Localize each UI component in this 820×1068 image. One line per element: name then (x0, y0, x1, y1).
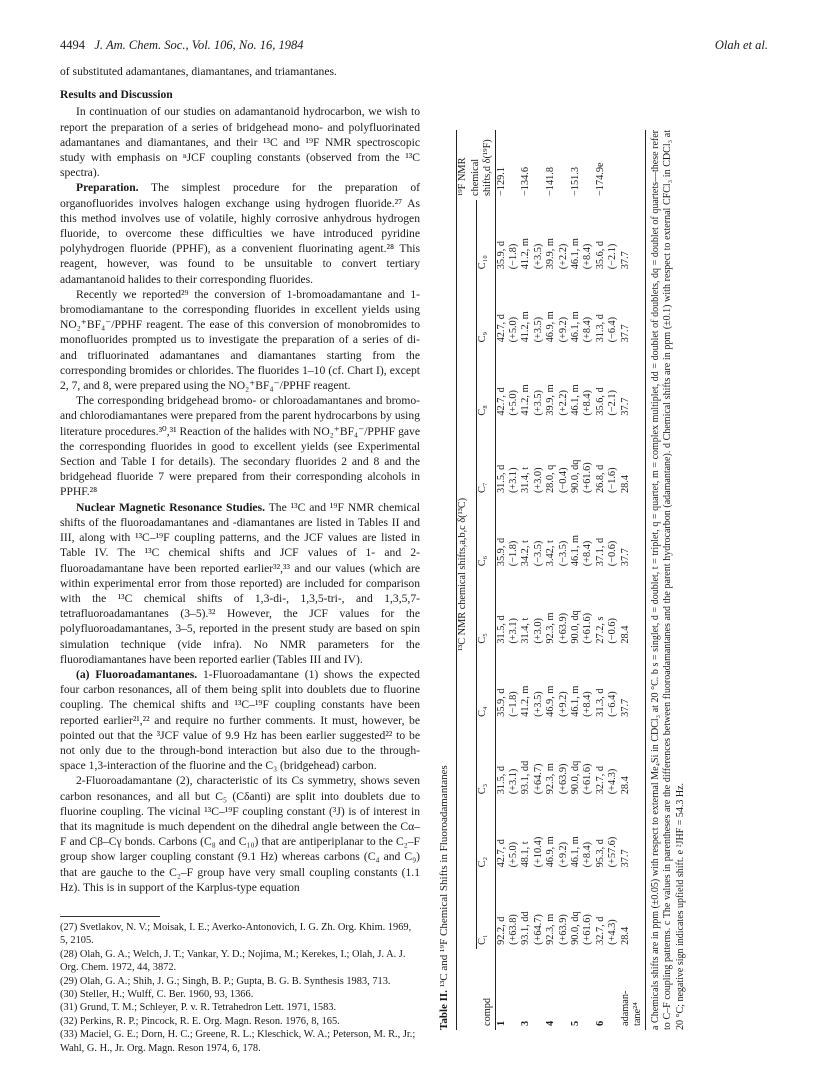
paragraph-halides: The corresponding bridgehead bromo- or chloroadamantanes and bromo- and chlorodiamantanes were prepared from the parent hydrocarbons by using literature procedures.³⁰,³¹ Reaction of the halides with NO₂⁺BF₄⁻/PPHF gave the corresponding fluorides in good to excellent yields (see Experimental Section and Table I for details). The secondary fluorides 2 and 8 and the bridgehead fluoride 7 were prepared from their corresponding alcohols in PPHF.²⁸ (60, 394, 420, 499)
shift-cell: 46.1, m (+8.4) (570, 238, 594, 270)
carbon-header-c2: C₂ (476, 798, 495, 871)
table-caption (438, 130, 450, 1030)
reference-29: (29) Olah, G. A.; Shih, J. G.; Singh, B. P.; Gupta, B. G. B. Synthesis 1983, 713. (60, 975, 391, 987)
shift-cell: 41.2, m (+3.5) (520, 238, 544, 270)
fluoroadamantanes-runin: (a) Fluoroadamantanes. (76, 667, 198, 681)
shift-cell: 42.7, d (+5.0) (495, 839, 520, 868)
shift-cell: 37.7 (620, 273, 645, 346)
table-carbon-header-row (476, 130, 495, 1030)
section-heading: Results and Discussion (60, 88, 173, 102)
reference-28: (28) Olah, G. A.; Welch, J. T.; Vankar, Y. D.; Nojima, M.; Kerekes, I.; Olah, J. A. J. Org. Chem. 1972, 44, 3872. (60, 948, 406, 974)
c13-group-header: ¹³C NMR chemical shifts,a,b,c δ(¹³C) (457, 200, 476, 949)
carbon-header-c10: C₁₀ (476, 200, 495, 273)
shift-cell: 37.7 (620, 497, 645, 570)
paragraph-intro: In continuation of our studies on adamantanoid hydrocarbon, we wish to report the preparation of a series of bridgehead mono- and polyfluorinated adamantanes and diamantanes, and their ¹³C and ¹⁹F NMR spectroscopic study with emphasis on ⁿJCF coupling constants (observed from the ¹³C spectra). (60, 105, 420, 180)
shift-cell: 37.7 (620, 648, 645, 721)
compd-cell: 6 (594, 1020, 606, 1026)
nmr-runin: Nuclear Magnetic Resonance Studies. (76, 500, 265, 514)
compd-cell: 1 (495, 1020, 507, 1026)
nmr-shift-table (456, 130, 645, 1030)
shift-cell: 37.1, d (−0.6) (594, 537, 619, 567)
shift-cell: 28.4 (620, 871, 645, 948)
table-body (495, 130, 645, 1030)
paragraph-nmr (60, 500, 420, 667)
table-row (495, 130, 520, 1030)
shift-cell: 92.3, m (+63.9) (545, 612, 569, 644)
opening-line: of substituted adamantanes, diamantanes, and triamantanes. (60, 65, 337, 78)
f19-shift-cell (620, 130, 645, 200)
shift-cell: 37.7 (620, 200, 645, 273)
f19-shift-cell: −151.3 (570, 167, 582, 196)
shift-cell: 46.1, m (+8.4) (570, 535, 594, 567)
carbon-header-c6: C₆ (476, 497, 495, 570)
references (60, 916, 420, 1055)
shift-cell: 90.0, dq (+61.6) (570, 459, 594, 494)
shift-cell: 42.7, d (+5.0) (495, 387, 520, 416)
shift-cell: 92.3, m (+63.9) (545, 763, 569, 795)
reference-32: (32) Perkins, R. P.; Pincock, R. E. Org. Magn. Reson. 1976, 8, 165. (60, 1015, 340, 1027)
shift-cell: 46.9, m (+9.2) (545, 311, 569, 343)
shift-cell: 41.2, m (+3.5) (520, 384, 544, 416)
shift-cell: 31.3, d (−6.4) (594, 688, 619, 717)
journal-citation: J. Am. Chem. Soc., Vol. 106, No. 16, 1984 (94, 38, 304, 52)
reference-33: (33) Maciel, G. E.; Dorn, H. C.; Greene, R. L.; Kleschick, W. A.; Peterson, M. R., Jr.; Wahl, G. H., Jr. Org. Magn. Reson 1974, 6, 178. (60, 1029, 416, 1054)
shift-cell: 48.1, t (+10.4) (520, 836, 544, 868)
shift-cell: 92.3, m (+63.9) (545, 913, 569, 945)
shift-cell: 93.1, dd (+64.7) (520, 760, 544, 795)
table-row (595, 130, 620, 1030)
shift-cell: 42.7, d (+5.0) (495, 314, 520, 343)
f19-shift-cell: −141.8 (545, 167, 557, 196)
shift-cell: 92.2, d (+63.8) (495, 914, 520, 945)
shift-cell: 28.0, q (−0.4) (545, 464, 569, 494)
shift-cell: 46.9, m (+9.2) (545, 685, 569, 717)
paragraph-fluoroadamantanes (60, 667, 420, 773)
table-row (545, 130, 570, 1030)
shift-cell: 31.3, d (−6.4) (594, 314, 619, 343)
f19-shift-cell: −134.6 (520, 167, 532, 196)
shift-cell: 46.1, m (+8.4) (570, 836, 594, 868)
table-row (520, 130, 545, 1030)
footnote-rule (60, 916, 160, 917)
page-number: 4494 (60, 38, 85, 52)
compd-cell: 5 (570, 1020, 582, 1026)
shift-cell: 28.4 (620, 721, 645, 798)
shift-cell: 31.5, d (+3.1) (495, 615, 520, 644)
f19-header: ¹⁹F NMR chemical shifts,d δ(¹⁹F) (457, 130, 495, 200)
shift-cell: 37.7 (620, 798, 645, 871)
compd-cell: adaman- tane²⁴ (620, 949, 645, 1030)
paragraph-conversion: Recently we reported²⁹ the conversion of 1-bromoadamantane and 1-bromodiamantane to the corresponding fluorides in excellent yields using NO₂⁺BF₄⁻/PPHF reagent. The ease of this conversion of monobromides to monofluorides prompted us to investigate the preparation of a series of di- and trifluorinated adamantanes and diamantanes starting from the corresponding bromides or chlorides. The fluorides 1–10 (cf. Chart I), except 2, 7, and 8, were prepared using the NO₂⁺BF₄⁻/PPHF reagent. (60, 287, 420, 393)
compd-header: compd (457, 949, 495, 1030)
shift-cell: 37.7 (620, 346, 645, 419)
preparation-runin: Preparation. (76, 181, 139, 195)
shift-cell: 32.7, d (+4.3) (594, 765, 619, 795)
nmr-text: The ¹³C and ¹⁹F NMR chemical shifts of the fluoroadamantanes and -diamantanes are listed in Tables II and III, along with ¹³C–¹⁹F coupling patterns, and the JCF values are listed in Table IV. The ¹³C chemical shifts and JCF values of 1- and 2-fluoroadamantane have been reported earlier³²,³³ and our values (which are within experimental error from those reported) are included for comparison with the ¹³C chemical shifts of 1,3-di-, 1,3,5-tri-, and 1,3,5,7-tetrafluoroadamantanes (3–5).³² However, the JCF values for the polyfluoroadamantanes, 3–5, reported in the present study are based on spin simulation technique (vide infra). No NMR parameters for the fluorodiamantanes have been reported earlier (Tables III and IV). (60, 500, 420, 666)
shift-cell: 90.0, dq (+61.6) (570, 911, 594, 945)
shift-cell: 35.6, d (−2.1) (594, 240, 619, 270)
table-footnote: a Chemicals shifts are in ppm (±0.05) with respect to external Me₄Si in CDCl₃ at 20 °C. b s = singlet, d = doublet, t = triplet, q = quartet, m = complex multiplet, dd = doublet of doublets, dq = doublet of quartets—these refer to C–F coupling patterns. c The values in parentheses are the differences between fluoroadamantanes and the parent hydrocarbon (adamantane). d Chemical shifts are in ppm (±0.1) with respect to external CFCl₃ in CDCl₃ at 20 °C; negative sign indicates upfield shift. e ²JHF = 54.3 Hz. (649, 130, 686, 1030)
shift-cell: 32.7, d (+4.3) (594, 916, 619, 945)
shift-cell: 31.4, t (+3.0) (520, 467, 544, 494)
table-group-header-row (457, 130, 476, 1030)
paragraph-2-fluoroadamantane: 2-Fluoroadamantane (2), characteristic of its Cs symmetry, shows seven carbon resonances, and all but C₅ (Cδanti) are split into doublets due to fluorine coupling. The vicinal ¹³C–¹⁹F coupling constant (³J) is of interest in that its magnitude is much dependent on the dihedral angle between the Cα–F and Cβ–Cγ bonds. Carbons (C₈ and C₁₀) that are antiperiplanar to the C₂–F group show larger coupling constant (9.1 Hz) whereas carbons (C₄ and C₉) that are gauche to the C₂–F group have very small coupling constants (1.1 Hz). This is in support of the Karplus-type equation (60, 774, 420, 894)
shift-cell: 28.4 (620, 570, 645, 647)
fluoroadamantanes-text: 1-Fluoroadamantane (1) shows the expected four carbon resonances, all of them being split into doublets due to fluorine coupling. The chemical shifts and ¹³C–¹⁹F coupling constants have been reported earlier²¹,²² and require no further comments. It must, however, be pointed out that the ³JCF value of 9.9 Hz has been earlier suggested²² to be not only due to the through-bond interaction but also due to the through-space 1,3-interaction of the fluorine and the C₃ (bridgehead) carbon. (60, 667, 420, 773)
shift-cell: 46.1, m (+8.4) (570, 384, 594, 416)
shift-cell: 39.9, m (+2.2) (545, 238, 569, 270)
shift-cell: 46.1, m (+8.4) (570, 311, 594, 343)
shift-cell: 35.9, d (−1.8) (495, 688, 520, 717)
preparation-text: The simplest procedure for the preparation of organofluorides involves halogen exchange using hydrogen fluoride.²⁷ As this method involves use of volatile, highly corrosive anhydrous hydrogen fluoride, to overcome these difficulties we have introduced pyridine polyhydrogen fluoride (PPHF), as a convenient fluorinating agent.²⁸ This reagent, however, was found to be unsuitable to convert tertiary adamantanoid halides to their corresponding fluorides. (60, 181, 420, 286)
compd-cell: 3 (520, 1020, 532, 1026)
table-ii-rotated (438, 130, 760, 1030)
carbon-header-c4: C₄ (476, 648, 495, 721)
carbon-header-c7: C₇ (476, 420, 495, 497)
carbon-header-c3: C₃ (476, 721, 495, 798)
shift-cell: 46.1, m (+8.4) (570, 685, 594, 717)
shift-cell: 26.8, d (−1.6) (594, 464, 619, 494)
shift-cell: 41.2, m (+3.5) (520, 685, 544, 717)
table-row (570, 130, 595, 1030)
shift-cell: 39.9, m (+2.2) (545, 384, 569, 416)
shift-cell: 46.9, m (+9.2) (545, 836, 569, 868)
table-row (620, 130, 645, 1030)
shift-cell: 35.6, d (−2.1) (594, 387, 619, 416)
shift-cell: 90.0, dq (+61.6) (570, 610, 594, 644)
shift-cell: 31.5, d (+3.1) (495, 464, 520, 494)
reference-27: (27) Svetlakov, N. V.; Moisak, I. E.; Averko-Antonovich, I. G. Zh. Org. Khim. 1969, 5, 2105. (60, 922, 412, 947)
compd-cell: 4 (545, 1020, 557, 1026)
shift-cell: 95.3, d (+57.6) (594, 836, 619, 868)
f19-shift-cell: −129.1 (495, 167, 507, 196)
f19-shift-cell: −174.9e (594, 162, 606, 196)
reference-30: (30) Steller, H.; Wulff, C. Ber. 1960, 93, 1366. (60, 989, 254, 1001)
shift-cell: 35.9, d (−1.8) (495, 537, 520, 567)
header-authors: Olah et al. (714, 38, 768, 52)
shift-cell: 35.9, d (−1.8) (495, 240, 520, 270)
left-column (60, 64, 420, 895)
paragraph-preparation (60, 180, 420, 286)
table-caption-label: Table II. (438, 990, 450, 1030)
shift-cell: 34.2, t (−3.5) (520, 540, 544, 567)
shift-cell: 41.2, m (+3.5) (520, 311, 544, 343)
shift-cell: 31.4, t (+3.0) (520, 617, 544, 644)
table-caption-text: ¹³C and ¹⁹F Chemical Shifts in Fluoroadamantanes (438, 765, 450, 991)
carbon-header-c5: C₅ (476, 570, 495, 647)
shift-cell: 27.2, s (−0.6) (594, 616, 619, 644)
shift-cell: 90.0, dq (+61.6) (570, 760, 594, 795)
shift-cell: 28.4 (620, 420, 645, 497)
reference-31: (31) Grund, T. M.; Schleyer, P. v. R. Tetrahedron Lett. 1971, 1583. (60, 1002, 337, 1014)
shift-cell: 31.5, d (+3.1) (495, 765, 520, 795)
shift-cell: 93.1, dd (+64.7) (520, 911, 544, 945)
carbon-header-c1: C₁ (476, 871, 495, 948)
carbon-header-c9: C₉ (476, 273, 495, 346)
carbon-header-c8: C₈ (476, 346, 495, 419)
shift-cell: 3.42, t (−3.5) (545, 540, 569, 567)
header-left (60, 38, 304, 53)
